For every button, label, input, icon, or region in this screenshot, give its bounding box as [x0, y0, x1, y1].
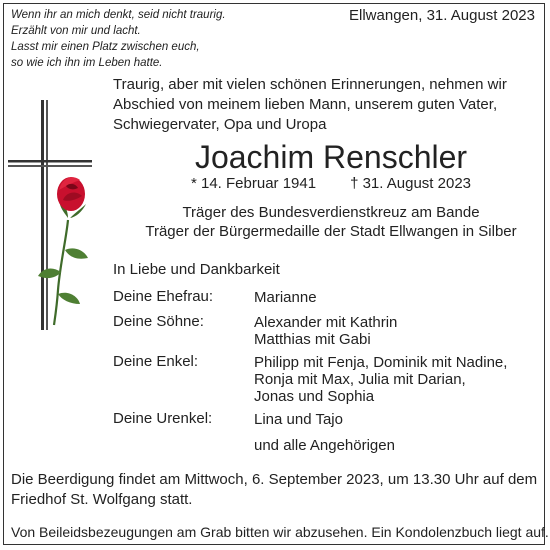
death-date: † 31. August 2023: [350, 175, 472, 192]
intro-text: [113, 75, 507, 135]
family-name-line: Lina und Tajo: [254, 411, 343, 428]
rose-icon: [38, 177, 88, 325]
honor-line: Träger der Bürgermedaille der Stadt Ellwangen in Silber: [145, 223, 517, 240]
deceased-name: Joachim Renschler: [194, 139, 468, 175]
honor-line: Träger des Bundesverdienstkreuz am Bande: [182, 204, 480, 221]
family-name-line: Marianne: [254, 289, 317, 306]
poem-line: Lasst mir einen Platz zwischen euch,: [11, 41, 200, 53]
intro-line: Schwiegervater, Opa und Uropa: [113, 116, 327, 133]
funeral-line: Friedhof St. Wolfgang statt.: [11, 491, 193, 508]
condolence-note: Von Beileidsbezeugungen am Grab bitten wir abzusehen. Ein Kondolenzbuch liegt auf.: [11, 524, 549, 540]
intro-line: Traurig, aber mit vielen schönen Erinnerungen, nehmen wir: [113, 76, 507, 93]
funeral-line: Die Beerdigung findet am Mittwoch, 6. September 2023, um 13.30 Uhr auf dem: [11, 471, 538, 488]
sons-names: [254, 314, 397, 348]
great-grandchildren-label: Deine Urenkel:: [113, 410, 213, 427]
wife-label: Deine Ehefrau:: [113, 288, 214, 305]
poem: [11, 7, 226, 71]
love-line: In Liebe und Dankbarkeit: [113, 261, 280, 278]
family-name-line: Ronja mit Max, Julia mit Darian,: [254, 371, 466, 388]
family-name-line: Matthias mit Gabi: [254, 331, 371, 348]
family-name-line: und alle Angehörigen: [254, 437, 395, 454]
honors: [113, 203, 549, 241]
great-grandchildren-names: [254, 411, 343, 428]
poem-line: Wenn ihr an mich denkt, seid nicht traurig.: [11, 9, 226, 21]
funeral-info: [11, 470, 537, 510]
family-name-line: Jonas und Sophia: [254, 388, 375, 405]
sons-label: Deine Söhne:: [113, 313, 204, 330]
cross-icon: [8, 100, 92, 330]
poem-line: so wie ich ihn im Leben hatte.: [11, 57, 163, 69]
wife-names: [254, 289, 317, 306]
intro-line: Abschied von meinem lieben Mann, unserem guten Vater,: [113, 96, 498, 113]
grandchildren-names: [254, 354, 507, 405]
life-dates: [113, 174, 549, 194]
relatives-line: [254, 437, 395, 454]
cross-with-rose: [8, 100, 108, 330]
birth-date: * 14. Februar 1941: [190, 175, 317, 192]
grandchildren-label: Deine Enkel:: [113, 353, 199, 370]
poem-line: Erzählt von mir und lacht.: [11, 25, 141, 37]
place-date: Ellwangen, 31. August 2023: [349, 7, 535, 24]
family-name-line: Philipp mit Fenja, Dominik mit Nadine,: [254, 354, 508, 371]
family-name-line: Alexander mit Kathrin: [254, 314, 398, 331]
